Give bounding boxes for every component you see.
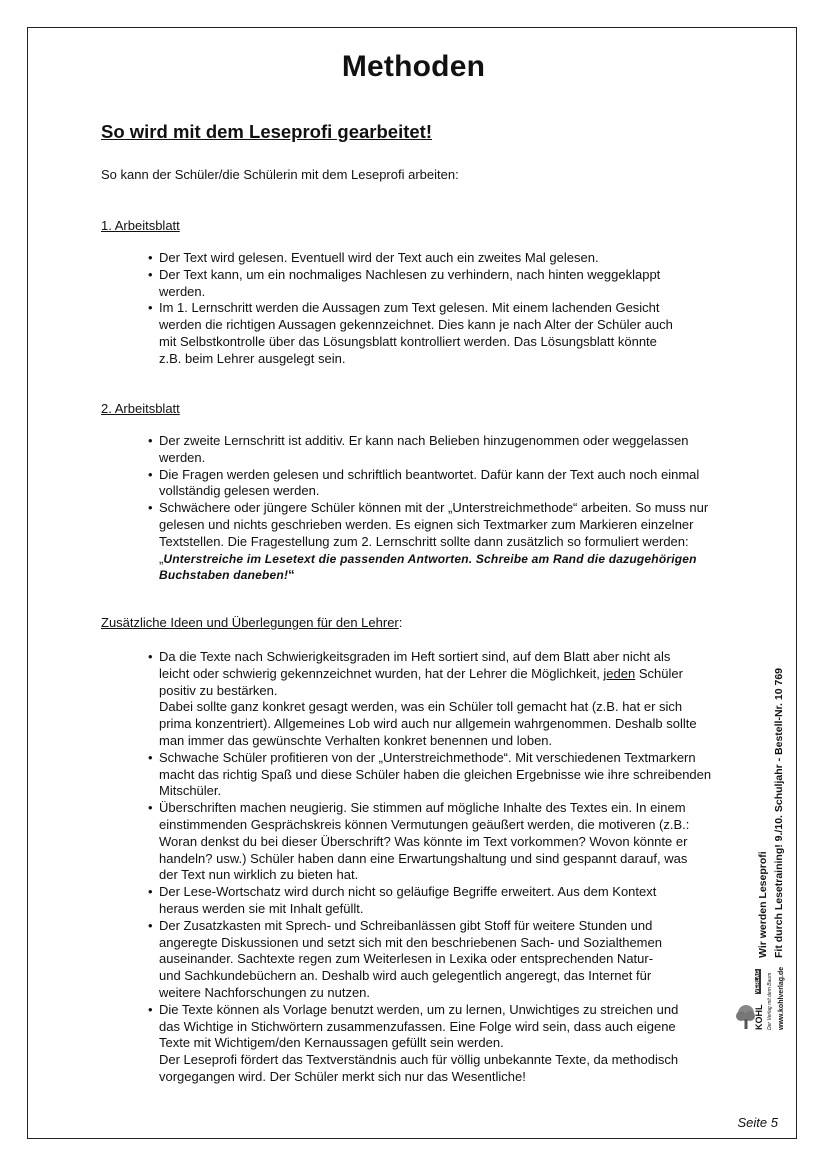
section1-list — [148, 250, 738, 368]
list-item: • Im 1. Lernschritt werden die Aussagen zum Text gelesen. Mit einem lachenden Gesicht werden die richtigen Aussagen gekennzeichnet. Dies kann je nach Alter der Schüler auch mit Selbstkontrolle über das Lösungsblatt kontrolliert werden. Das Lösungsblatt könnte z.B. beim Lehrer ausgelegt sein. — [148, 300, 738, 367]
list-item: • Der Text wird gelesen. Eventuell wird der Text auch ein zweites Mal gelesen. — [148, 250, 738, 267]
section1-heading: 1. Arbeitsblatt — [101, 218, 180, 233]
list-item: • Die Fragen werden gelesen und schriftlich beantwortet. Dafür kann der Text auch noch einmal vollständig gelesen werden. — [148, 467, 738, 501]
section3-heading-colon: : — [398, 615, 403, 630]
list-item-text: Da die Texte nach Schwierigkeitsgraden im Heft sortiert sind, auf dem Blatt aber nicht als leicht oder schwierig gekennzeichnet wurden, hat der Lehrer die Möglichkeit, — [159, 649, 671, 681]
quote-close-mark: “ — [288, 567, 295, 583]
list-item-text: Schwächere oder jüngere Schüler können mit der „Unterstreichmethode“ arbeiten. So muss nur gelesen und nichts geschrieben werden. Es eignen sich Textmarker zum Markieren einzelner Textstellen. Die Fragestellung zum 2. Lernschritt sollte dann zusätzlich so formuliert werden: — [159, 500, 709, 549]
list-item — [148, 500, 738, 584]
list-item: • Der Zusatzkasten mit Sprech- und Schreibanlässen gibt Stoff für weitere Stunden und angeregte Diskussionen und setzt sich mit den beschriebenen Sach- und Sozialthemen auseinander. Sachtexte regen zum Weiterlesen in Lexika oder entsprechenden Natur- und Sachkundebüchern an. Deshalb wird auch gelegentlich angeregt, das Internet für weitere Nachforschungen zu nutzen. — [148, 918, 748, 1002]
emphasis-jeden: jeden — [603, 665, 636, 681]
list-item-text: Schüler positiv zu bestärken. Dabei sollte ganz konkret gesagt werden, was ein Schüler toll gemacht hat (z.B. hat er sich prima konzentriert). Allgemeines Lob wird auch nur allgemein wahrgenommen. Deshalb sollte man immer das gewünschte Verhalten konkret benennen und loben. — [159, 665, 697, 748]
instruction-quote: Unterstreiche im Lesetext die passenden Antworten. Schreibe am Rand die dazugehörigen Buchstaben daneben! — [159, 551, 697, 583]
logo-tag: VERLAG — [755, 970, 761, 993]
section-subtitle: So wird mit dem Leseprofi gearbeitet! — [101, 121, 433, 142]
list-item: • Schwache Schüler profitieren von der „Unterstreichmethode“. Mit verschiedenen Textmarkern macht das richtig Spaß und diese Schüler haben die gleichen Ergebnisse wie ihre schreibenden Mitschüler. — [148, 750, 748, 800]
page-number: Seite 5 — [737, 1115, 778, 1130]
section3-heading: Zusätzliche Ideen und Überlegungen für den Lehrer — [101, 615, 399, 630]
page-title: Methoden — [341, 50, 486, 83]
sidebar-title: Wir werden Leseprofi — [757, 851, 769, 958]
tree-icon — [736, 1004, 756, 1030]
section2-heading: 2. Arbeitsblatt — [101, 401, 180, 416]
intro-text: So kann der Schüler/die Schülerin mit dem Leseprofi arbeiten: — [101, 167, 459, 182]
section2-list — [148, 433, 738, 584]
quote-open-mark: „ — [159, 550, 164, 566]
logo-url: www.kohlverlag.de — [778, 966, 785, 1030]
list-item: • Der Text kann, um ein nochmaliges Nachlesen zu verhindern, nach hinten weggeklappt werden. — [148, 267, 738, 301]
list-item: • Die Texte können als Vorlage benutzt werden, um zu lernen, Unwichtiges zu streichen und das Wichtige in Stichwörtern zusammenzufassen. Eine Folge wird sein, dass auch eigene Texte mit Wichtigem/den Kernaussagen gefüllt sein werden. Der Leseprofi fördert das Textverständnis auch für völlig unbekannte Texte, da methodisch vorgegangen wird. Der Schüler merkt sich nur das Wesentliche! — [148, 1002, 748, 1086]
list-item — [148, 649, 748, 750]
section3-list — [148, 649, 748, 1086]
list-item: • Der zweite Lernschritt ist additiv. Er kann nach Belieben hinzugenommen oder weggelassen werden. — [148, 433, 738, 467]
logo-slogan: Der Verlag mit dem Baum — [767, 972, 773, 1030]
list-item: • Überschriften machen neugierig. Sie stimmen auf mögliche Inhalte des Textes ein. In einem einstimmenden Gesprächskreis können Vermutungen geäußert werden, die motiveren (z.B.: Woran denkst du bei dieser Überschrift? Was könnte im Text vorkommen? Wovon könnte er handeln? usw.) Schüler haben dann eine Erwartungshaltung und sind gespannt darauf, was der Text nun wirklich zu bieten hat. — [148, 800, 748, 884]
sidebar-order-info: Fit durch Lesetraining! 9./10. Schuljahr - Bestell-Nr. 10 769 — [773, 667, 785, 958]
logo-name: KOHL — [754, 1004, 764, 1030]
section3-heading-line — [101, 615, 402, 632]
list-item: • Der Lese-Wortschatz wird durch nicht so geläufige Begriffe erweitert. Aus dem Kontext heraus werden sie mit Inhalt gefüllt. — [148, 884, 748, 918]
